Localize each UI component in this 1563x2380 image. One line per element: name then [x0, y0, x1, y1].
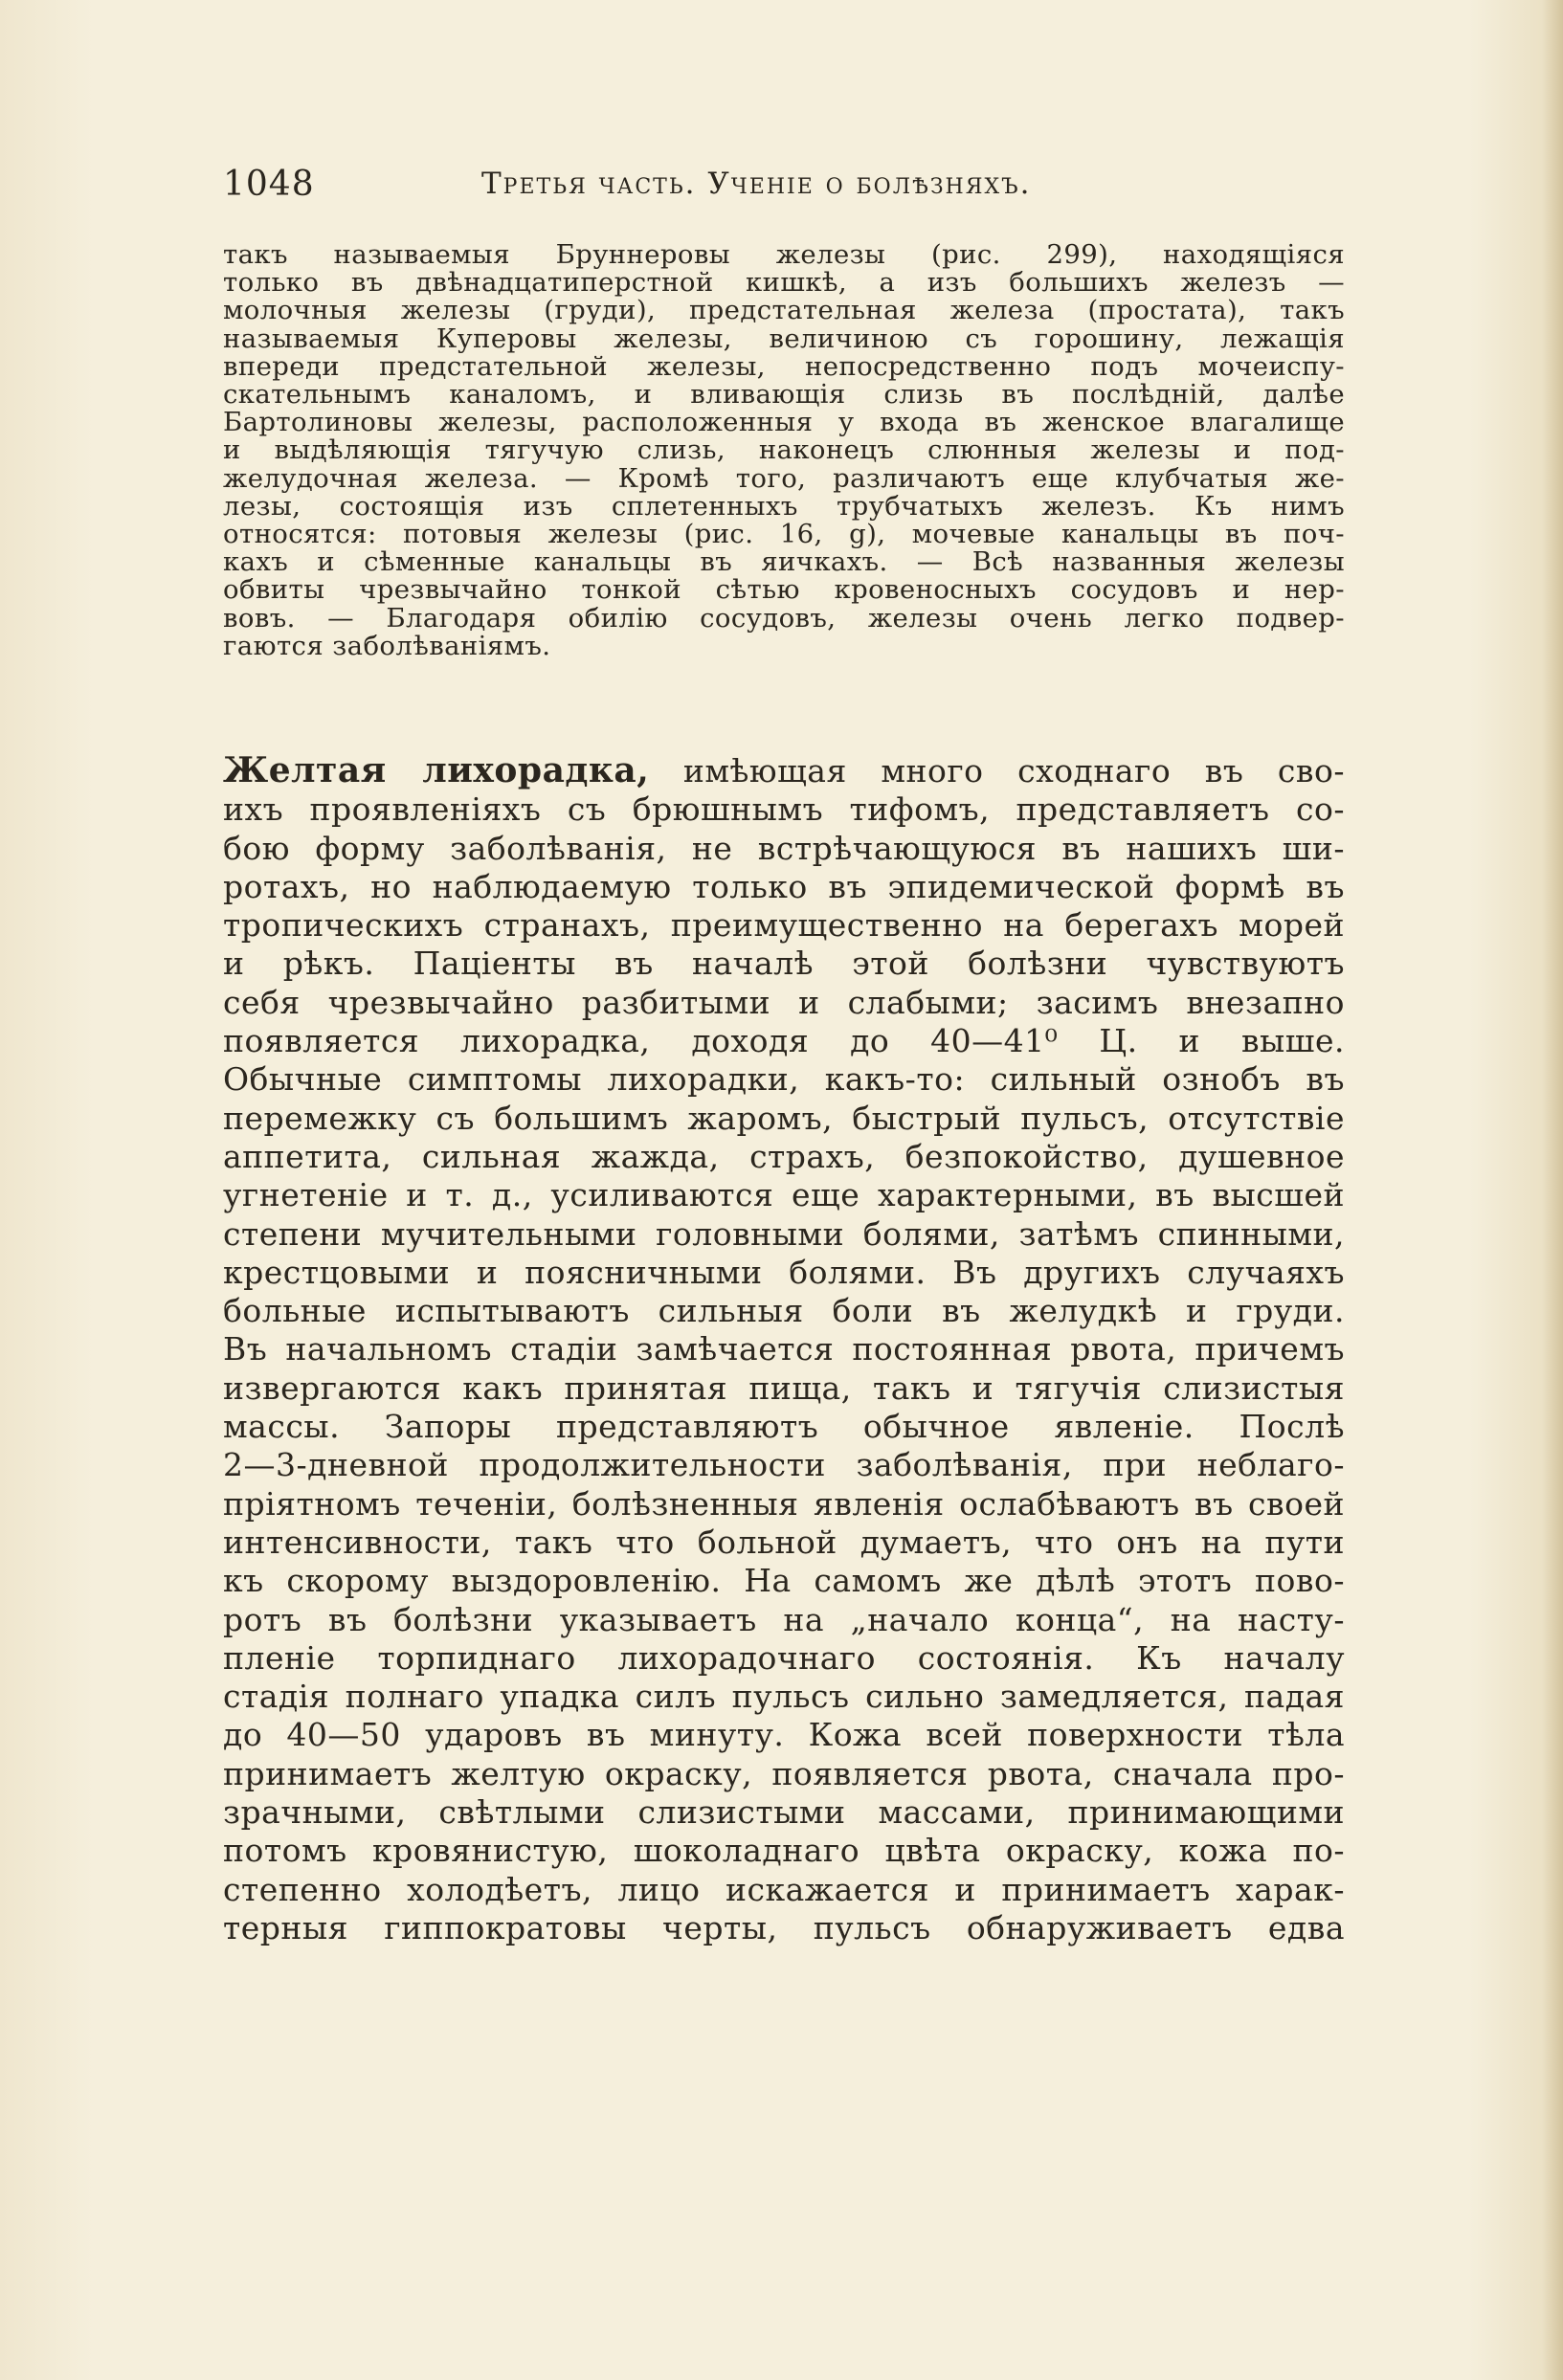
section-first-line	[223, 751, 1345, 790]
text-line: аппетита, сильная жажда, страхъ, безпокойство, душевное	[223, 1137, 1345, 1175]
text-line: и выдѣляющія тягучую слизь, наконецъ слюнныя железы и под-	[223, 434, 1345, 466]
text-line: зрачными, свѣтлыми слизистыми массами, принимающими	[223, 1793, 1345, 1832]
text-line: обвиты чрезвычайно тонкой сѣтью кровеносныхъ сосудовъ и нер-	[223, 574, 1345, 606]
text-line: къ скорому выздоровленію. На самомъ же дѣлѣ этотъ пово-	[223, 1562, 1345, 1600]
text-line: ротахъ, но наблюдаемую только въ эпидемической формѣ въ	[223, 867, 1345, 905]
text-line: степени мучительными головными болями, затѣмъ спинными,	[223, 1214, 1345, 1253]
section-yellow-fever	[223, 751, 1345, 1947]
text-line: больные испытываютъ сильныя боли въ желудкѣ и груди.	[223, 1292, 1345, 1330]
text-line: терныя гиппократовы черты, пульсъ обнаруживаетъ едва	[223, 1908, 1345, 1946]
text-line: степенно холодѣетъ, лицо искажается и принимаетъ харак-	[223, 1870, 1345, 1908]
text-line: перемежку съ большимъ жаромъ, быстрый пульсъ, отсутствіе	[223, 1099, 1345, 1137]
text-line: имѣющая много сходнаго въ сво-	[649, 752, 1345, 790]
text-line: лезы, состоящія изъ сплетенныхъ трубчатыхъ железъ. Къ нимъ	[223, 490, 1345, 522]
text-line: пріятномъ теченіи, болѣзненныя явленія ослабѣваютъ въ своей	[223, 1484, 1345, 1523]
text-line: и рѣкъ. Паціенты въ началѣ этой болѣзни чувствуютъ	[223, 945, 1345, 983]
running-head: Третья часть. Ученіе о болѣзняхъ.	[481, 167, 1032, 201]
text-line: принимаетъ желтую окраску, появляется рвота, сначала про-	[223, 1754, 1345, 1792]
text-line: Въ начальномъ стадіи замѣчается постоянная рвота, причемъ	[223, 1330, 1345, 1368]
text-line: интенсивности, такъ что больной думаетъ, что онъ на пути	[223, 1523, 1345, 1561]
text-line: массы. Запоры представляютъ обычное явленіе. Послѣ	[223, 1408, 1345, 1446]
text-line: называемыя Куперовы железы, величиною съ горошину, лежащія	[223, 323, 1345, 354]
text-line: потомъ кровянистую, шоколаднаго цвѣта окраску, кожа по-	[223, 1832, 1345, 1870]
text-line: Обычные симптомы лихорадки, какъ-то: сильный ознобъ въ	[223, 1060, 1345, 1099]
text-line: молочныя железы (груди), предстательная железа (простата), такъ	[223, 295, 1345, 326]
text-line: вовъ. — Благодаря обилію сосудовъ, железы очень легко подвер-	[223, 602, 1345, 634]
text-line: скательнымъ каналомъ, и вливающія слизь въ послѣдній, далѣе	[223, 379, 1345, 411]
text-line: Бартолиновы железы, расположенныя у входа въ женское влагалище	[223, 407, 1345, 438]
text-line: гаются заболѣваніямъ.	[223, 630, 551, 661]
text-line: кахъ и сѣменные канальцы въ яичкахъ. — Всѣ названныя железы	[223, 546, 1345, 578]
text-line: только въ двѣнадцатиперстной кишкѣ, а изъ большихъ железъ —	[223, 267, 1345, 299]
text-line: ихъ проявленіяхъ съ брюшнымъ тифомъ, представляетъ со-	[223, 790, 1345, 829]
text-line: крестцовыми и поясничными болями. Въ другихъ случаяхъ	[223, 1253, 1345, 1291]
text-line: извергаются какъ принятая пища, такъ и тягучія слизистыя	[223, 1368, 1345, 1407]
text-line: до 40—50 ударовъ въ минуту. Кожа всей поверхности тѣла	[223, 1716, 1345, 1754]
text-line: стадія полнаго упадка силъ пульсъ сильно замедляется, падая	[223, 1678, 1345, 1716]
text-line: такъ называемыя Бруннеровы железы (рис. 299), находящіяся	[223, 239, 1345, 270]
text-line: пленіе торпиднаго лихорадочнаго состоянія. Къ началу	[223, 1638, 1345, 1677]
page-header	[223, 161, 1343, 211]
text-line: впереди предстательной железы, непосредственно подъ мочеиспу-	[223, 350, 1345, 382]
small-print-paragraph	[223, 241, 1345, 660]
text-line: желудочная железа. — Кромѣ того, различаютъ еще клубчатыя же-	[223, 462, 1345, 494]
page-edge-shadow	[1542, 0, 1563, 2380]
text-line: 2—3-дневной продолжительности заболѣванія, при неблаго-	[223, 1446, 1345, 1484]
section-lead-term: Желтая лихорадка,	[223, 750, 650, 790]
text-line: бою форму заболѣванія, не встрѣчающуюся въ нашихъ ши-	[223, 829, 1345, 867]
text-line: появляется лихорадка, доходя до 40—41⁰ Ц. и выше.	[223, 1022, 1345, 1060]
text-line: угнетеніе и т. д., усиливаются еще характерными, въ высшей	[223, 1176, 1345, 1214]
page-number: 1048	[223, 165, 315, 204]
text-line: ротъ въ болѣзни указываетъ на „начало конца“, на насту-	[223, 1600, 1345, 1638]
text-line: относятся: потовыя железы (рис. 16, g), мочевые канальцы въ поч-	[223, 519, 1345, 550]
text-line: тропическихъ странахъ, преимущественно на берегахъ морей	[223, 906, 1345, 945]
text-line: себя чрезвычайно разбитыми и слабыми; засимъ внезапно	[223, 983, 1345, 1021]
